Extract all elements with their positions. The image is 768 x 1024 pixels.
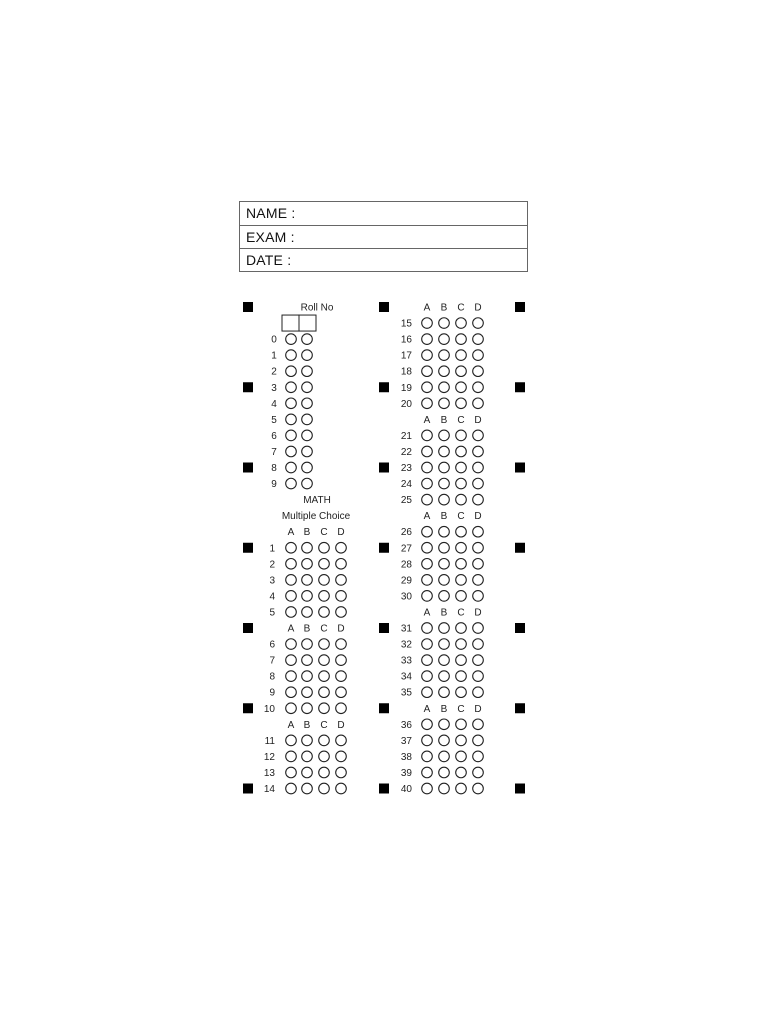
roll-bubble-col2-1[interactable] bbox=[302, 350, 313, 361]
roll-bubble-col1-0[interactable] bbox=[286, 334, 297, 345]
answer-bubble-q6-B[interactable] bbox=[302, 639, 313, 650]
question-number: 32 bbox=[400, 639, 412, 651]
answer-bubble-q39-D[interactable] bbox=[473, 767, 484, 778]
roll-bubble-col1-1[interactable] bbox=[286, 350, 297, 361]
choice-header: C bbox=[457, 511, 465, 523]
choice-header: B bbox=[440, 511, 448, 523]
roll-bubble-col1-4[interactable] bbox=[286, 398, 297, 409]
timing-mark bbox=[515, 623, 525, 633]
answer-bubble-q31-C[interactable] bbox=[456, 623, 467, 634]
answer-bubble-q8-B[interactable] bbox=[302, 671, 313, 682]
answer-bubble-q1-B[interactable] bbox=[302, 542, 313, 553]
choice-header: B bbox=[440, 414, 448, 426]
question-number: 20 bbox=[400, 398, 412, 410]
choice-header: C bbox=[457, 703, 465, 715]
choice-header: B bbox=[440, 302, 448, 314]
choice-header: A bbox=[423, 302, 431, 314]
choice-header: C bbox=[320, 527, 328, 539]
roll-bubble-col1-3[interactable] bbox=[286, 382, 297, 393]
answer-bubble-q4-B[interactable] bbox=[302, 591, 313, 602]
answer-bubble-q12-A[interactable] bbox=[286, 751, 297, 762]
answer-bubble-q22-D[interactable] bbox=[473, 446, 484, 457]
roll-bubble-col1-6[interactable] bbox=[286, 430, 297, 441]
answer-bubble-q30-C[interactable] bbox=[456, 591, 467, 602]
answer-bubble-q11-B[interactable] bbox=[302, 735, 313, 746]
answer-bubble-q26-A[interactable] bbox=[422, 526, 433, 537]
answer-bubble-q19-A[interactable] bbox=[422, 382, 433, 393]
roll-bubble-col2-6[interactable] bbox=[302, 430, 313, 441]
choice-header: B bbox=[440, 607, 448, 619]
answer-bubble-q1-C[interactable] bbox=[319, 542, 330, 553]
answer-bubble-q9-B[interactable] bbox=[302, 687, 313, 698]
answer-bubble-q14-A[interactable] bbox=[286, 783, 297, 794]
answer-bubble-q15-B[interactable] bbox=[439, 318, 450, 329]
answer-bubble-q3-C[interactable] bbox=[319, 575, 330, 586]
answer-bubble-q5-A[interactable] bbox=[286, 607, 297, 618]
answer-bubble-q6-A[interactable] bbox=[286, 639, 297, 650]
answer-bubble-q2-B[interactable] bbox=[302, 559, 313, 570]
answer-bubble-q40-A[interactable] bbox=[422, 783, 433, 794]
roll-bubble-col2-3[interactable] bbox=[302, 382, 313, 393]
answer-bubble-q36-C[interactable] bbox=[456, 719, 467, 730]
answer-bubble-q39-C[interactable] bbox=[456, 767, 467, 778]
answer-bubble-q26-B[interactable] bbox=[439, 526, 450, 537]
section-type: Multiple Choice bbox=[281, 511, 351, 523]
answer-bubble-q22-C[interactable] bbox=[456, 446, 467, 457]
answer-bubble-q32-B[interactable] bbox=[439, 639, 450, 650]
question-number: 33 bbox=[400, 655, 412, 667]
timing-mark bbox=[379, 623, 389, 633]
answer-bubble-q13-A[interactable] bbox=[286, 767, 297, 778]
date-label: DATE : bbox=[246, 252, 292, 269]
question-number: 31 bbox=[400, 623, 412, 635]
answer-bubble-q35-A[interactable] bbox=[422, 687, 433, 698]
question-number: 35 bbox=[400, 687, 412, 699]
timing-mark bbox=[243, 703, 253, 713]
answer-bubble-q35-C[interactable] bbox=[456, 687, 467, 698]
choice-header: A bbox=[287, 527, 295, 539]
name-label: NAME : bbox=[246, 205, 296, 221]
answer-bubble-q11-C[interactable] bbox=[319, 735, 330, 746]
timing-mark bbox=[379, 543, 389, 553]
answer-bubble-q5-B[interactable] bbox=[302, 607, 313, 618]
answer-bubble-q15-D[interactable] bbox=[473, 318, 484, 329]
question-number: 19 bbox=[400, 382, 412, 394]
answer-bubble-q12-D[interactable] bbox=[336, 751, 347, 762]
roll-digit-label: 3 bbox=[271, 382, 277, 394]
answer-bubble-q6-C[interactable] bbox=[319, 639, 330, 650]
roll-digit-label: 6 bbox=[271, 430, 277, 442]
answer-bubble-q20-C[interactable] bbox=[456, 398, 467, 409]
choice-header: A bbox=[423, 511, 431, 523]
choice-header: A bbox=[287, 623, 295, 635]
choice-header: A bbox=[423, 703, 431, 715]
answer-bubble-q4-C[interactable] bbox=[319, 591, 330, 602]
question-number: 21 bbox=[400, 430, 412, 442]
question-number: 39 bbox=[400, 767, 412, 779]
question-number: 38 bbox=[400, 751, 412, 763]
answer-bubble-q7-A[interactable] bbox=[286, 655, 297, 666]
choice-header: D bbox=[474, 607, 482, 619]
timing-mark bbox=[379, 302, 389, 312]
answer-bubble-q1-D[interactable] bbox=[336, 542, 347, 553]
answer-bubble-q30-B[interactable] bbox=[439, 591, 450, 602]
answer-bubble-q33-C[interactable] bbox=[456, 655, 467, 666]
answer-bubble-q33-D[interactable] bbox=[473, 655, 484, 666]
choice-header: D bbox=[474, 511, 482, 523]
choice-header: D bbox=[474, 302, 482, 314]
roll-bubble-col2-7[interactable] bbox=[302, 446, 313, 457]
answer-bubble-q34-C[interactable] bbox=[456, 671, 467, 682]
answer-bubble-q22-A[interactable] bbox=[422, 446, 433, 457]
answer-bubble-q18-D[interactable] bbox=[473, 366, 484, 377]
answer-bubble-q31-B[interactable] bbox=[439, 623, 450, 634]
question-number: 22 bbox=[400, 446, 412, 458]
answer-bubble-q10-B[interactable] bbox=[302, 703, 313, 714]
timing-mark bbox=[243, 784, 253, 794]
choice-header: C bbox=[457, 302, 465, 314]
answer-bubble-q35-D[interactable] bbox=[473, 687, 484, 698]
answer-bubble-q16-B[interactable] bbox=[439, 334, 450, 345]
question-number: 36 bbox=[400, 719, 412, 731]
roll-bubble-col1-2[interactable] bbox=[286, 366, 297, 377]
question-number: 40 bbox=[400, 784, 412, 795]
answer-bubble-q34-D[interactable] bbox=[473, 671, 484, 682]
answer-bubble-q17-C[interactable] bbox=[456, 350, 467, 361]
answer-bubble-q2-A[interactable] bbox=[286, 559, 297, 570]
timing-mark bbox=[379, 784, 389, 794]
question-number: 1 bbox=[269, 543, 275, 555]
answer-bubble-q36-B[interactable] bbox=[439, 719, 450, 730]
answer-bubble-q21-D[interactable] bbox=[473, 430, 484, 441]
timing-mark bbox=[243, 623, 253, 633]
answer-bubble-q4-A[interactable] bbox=[286, 591, 297, 602]
answer-bubble-q19-C[interactable] bbox=[456, 382, 467, 393]
roll-digit-label: 9 bbox=[271, 479, 277, 491]
answer-bubble-q33-B[interactable] bbox=[439, 655, 450, 666]
answer-bubble-q18-B[interactable] bbox=[439, 366, 450, 377]
question-number: 28 bbox=[400, 559, 412, 571]
roll-bubble-col2-2[interactable] bbox=[302, 366, 313, 377]
answer-bubble-q29-B[interactable] bbox=[439, 575, 450, 586]
answer-bubble-q26-C[interactable] bbox=[456, 526, 467, 537]
question-number: 25 bbox=[400, 495, 412, 507]
question-number: 14 bbox=[263, 784, 275, 795]
timing-mark bbox=[515, 463, 525, 473]
answer-bubble-q25-B[interactable] bbox=[439, 494, 450, 505]
answer-bubble-q28-C[interactable] bbox=[456, 559, 467, 570]
answer-bubble-q3-B[interactable] bbox=[302, 575, 313, 586]
timing-mark bbox=[515, 543, 525, 553]
answer-bubble-q15-C[interactable] bbox=[456, 318, 467, 329]
answer-bubble-q4-D[interactable] bbox=[336, 591, 347, 602]
roll-bubble-col2-4[interactable] bbox=[302, 398, 313, 409]
answer-bubble-q16-C[interactable] bbox=[456, 334, 467, 345]
answer-bubble-q18-A[interactable] bbox=[422, 366, 433, 377]
roll-bubble-col1-9[interactable] bbox=[286, 478, 297, 489]
answer-bubble-q28-D[interactable] bbox=[473, 559, 484, 570]
roll-bubble-col1-8[interactable] bbox=[286, 462, 297, 473]
question-number: 24 bbox=[400, 479, 412, 491]
answer-bubble-q40-C[interactable] bbox=[456, 783, 467, 794]
answer-bubble-q15-A[interactable] bbox=[422, 318, 433, 329]
timing-mark bbox=[379, 382, 389, 392]
timing-mark bbox=[243, 543, 253, 553]
answer-bubble-q7-D[interactable] bbox=[336, 655, 347, 666]
answer-bubble-q21-B[interactable] bbox=[439, 430, 450, 441]
answer-bubble-q24-A[interactable] bbox=[422, 478, 433, 489]
answer-bubble-q18-C[interactable] bbox=[456, 366, 467, 377]
answer-bubble-q27-D[interactable] bbox=[473, 542, 484, 553]
question-number: 9 bbox=[269, 687, 275, 699]
answer-bubble-q17-A[interactable] bbox=[422, 350, 433, 361]
answer-bubble-q34-A[interactable] bbox=[422, 671, 433, 682]
question-number: 6 bbox=[269, 639, 275, 651]
section-subject: MATH bbox=[303, 495, 331, 507]
answer-bubble-q3-D[interactable] bbox=[336, 575, 347, 586]
answer-bubble-q16-A[interactable] bbox=[422, 334, 433, 345]
answer-bubble-q9-C[interactable] bbox=[319, 687, 330, 698]
answer-bubble-q39-A[interactable] bbox=[422, 767, 433, 778]
roll-digit-label: 1 bbox=[271, 350, 277, 362]
answer-bubble-q20-D[interactable] bbox=[473, 398, 484, 409]
answer-bubble-q36-A[interactable] bbox=[422, 719, 433, 730]
timing-mark bbox=[515, 703, 525, 713]
timing-mark bbox=[243, 302, 253, 312]
choice-header: D bbox=[337, 719, 345, 731]
answer-bubble-q37-B[interactable] bbox=[439, 735, 450, 746]
choice-header: A bbox=[423, 607, 431, 619]
answer-bubble-q38-C[interactable] bbox=[456, 751, 467, 762]
roll-digit-label: 2 bbox=[271, 366, 277, 378]
answer-bubble-q2-C[interactable] bbox=[319, 559, 330, 570]
choice-header: C bbox=[457, 607, 465, 619]
roll-digit-label: 5 bbox=[271, 414, 277, 426]
answer-bubble-q23-C[interactable] bbox=[456, 462, 467, 473]
answer-bubble-q14-B[interactable] bbox=[302, 783, 313, 794]
answer-bubble-q5-D[interactable] bbox=[336, 607, 347, 618]
choice-header: B bbox=[303, 719, 311, 731]
timing-mark bbox=[515, 784, 525, 794]
question-number: 17 bbox=[400, 350, 412, 362]
answer-bubble-q38-B[interactable] bbox=[439, 751, 450, 762]
exam-label: EXAM : bbox=[246, 228, 295, 245]
answer-bubble-q29-A[interactable] bbox=[422, 575, 433, 586]
answer-bubble-q29-C[interactable] bbox=[456, 575, 467, 586]
answer-bubble-q7-B[interactable] bbox=[302, 655, 313, 666]
answer-bubble-q31-A[interactable] bbox=[422, 623, 433, 634]
question-number: 37 bbox=[400, 735, 412, 747]
choice-header: C bbox=[320, 623, 328, 635]
answer-bubble-q3-A[interactable] bbox=[286, 575, 297, 586]
answer-bubble-q32-A[interactable] bbox=[422, 639, 433, 650]
timing-mark bbox=[379, 463, 389, 473]
choice-header: B bbox=[303, 623, 311, 635]
answer-bubble-q20-B[interactable] bbox=[439, 398, 450, 409]
answer-bubble-q37-C[interactable] bbox=[456, 735, 467, 746]
answer-bubble-q20-A[interactable] bbox=[422, 398, 433, 409]
question-number: 29 bbox=[400, 575, 412, 587]
answer-bubble-q8-D[interactable] bbox=[336, 671, 347, 682]
answer-bubble-q10-C[interactable] bbox=[319, 703, 330, 714]
question-number: 5 bbox=[269, 607, 275, 619]
question-number: 26 bbox=[400, 527, 412, 539]
roll-no-title: Roll No bbox=[300, 302, 334, 314]
roll-bubble-col1-7[interactable] bbox=[286, 446, 297, 457]
question-number: 15 bbox=[400, 318, 412, 330]
answer-bubble-q12-C[interactable] bbox=[319, 751, 330, 762]
answer-bubble-q38-D[interactable] bbox=[473, 751, 484, 762]
answer-bubble-q12-B[interactable] bbox=[302, 751, 313, 762]
answer-bubble-q29-D[interactable] bbox=[473, 575, 484, 586]
answer-bubble-q23-D[interactable] bbox=[473, 462, 484, 473]
answer-bubble-q33-A[interactable] bbox=[422, 655, 433, 666]
answer-bubble-q26-D[interactable] bbox=[473, 526, 484, 537]
choice-header: B bbox=[440, 703, 448, 715]
answer-bubble-q13-D[interactable] bbox=[336, 767, 347, 778]
answer-bubble-q25-C[interactable] bbox=[456, 494, 467, 505]
answer-bubble-q10-D[interactable] bbox=[336, 703, 347, 714]
answer-bubble-q24-D[interactable] bbox=[473, 478, 484, 489]
question-number: 7 bbox=[269, 655, 275, 667]
choice-header: D bbox=[337, 623, 345, 635]
roll-bubble-col2-5[interactable] bbox=[302, 414, 313, 425]
answer-bubble-q27-B[interactable] bbox=[439, 542, 450, 553]
answer-bubble-q21-C[interactable] bbox=[456, 430, 467, 441]
answer-bubble-q5-C[interactable] bbox=[319, 607, 330, 618]
answer-bubble-q7-C[interactable] bbox=[319, 655, 330, 666]
answer-bubble-q13-C[interactable] bbox=[319, 767, 330, 778]
question-number: 2 bbox=[269, 559, 275, 571]
timing-mark bbox=[379, 703, 389, 713]
roll-digit-box-1[interactable] bbox=[282, 315, 299, 331]
answer-bubble-q16-D[interactable] bbox=[473, 334, 484, 345]
answer-bubble-q19-B[interactable] bbox=[439, 382, 450, 393]
answer-bubble-q27-C[interactable] bbox=[456, 542, 467, 553]
answer-bubble-q32-D[interactable] bbox=[473, 639, 484, 650]
question-number: 8 bbox=[269, 671, 275, 683]
answer-bubble-q17-D[interactable] bbox=[473, 350, 484, 361]
choice-header: A bbox=[287, 719, 295, 731]
roll-digit-label: 0 bbox=[271, 334, 277, 346]
answer-bubble-q25-A[interactable] bbox=[422, 494, 433, 505]
answer-bubble-q17-B[interactable] bbox=[439, 350, 450, 361]
choice-header: C bbox=[320, 719, 328, 731]
choice-header: D bbox=[337, 527, 345, 539]
roll-digit-label: 8 bbox=[271, 463, 277, 474]
question-number: 18 bbox=[400, 366, 412, 378]
timing-mark bbox=[515, 302, 525, 312]
question-number: 10 bbox=[263, 703, 275, 715]
timing-mark bbox=[243, 382, 253, 392]
roll-bubble-col2-9[interactable] bbox=[302, 478, 313, 489]
answer-bubble-q32-C[interactable] bbox=[456, 639, 467, 650]
answer-bubble-q40-D[interactable] bbox=[473, 783, 484, 794]
answer-bubble-q6-D[interactable] bbox=[336, 639, 347, 650]
answer-bubble-q28-B[interactable] bbox=[439, 559, 450, 570]
answer-bubble-q19-D[interactable] bbox=[473, 382, 484, 393]
answer-bubble-q37-D[interactable] bbox=[473, 735, 484, 746]
answer-bubble-q40-B[interactable] bbox=[439, 783, 450, 794]
answer-bubble-q39-B[interactable] bbox=[439, 767, 450, 778]
answer-bubble-q31-D[interactable] bbox=[473, 623, 484, 634]
question-number: 3 bbox=[269, 575, 275, 587]
choice-header: D bbox=[474, 703, 482, 715]
answer-bubble-q25-D[interactable] bbox=[473, 494, 484, 505]
answer-bubble-q8-C[interactable] bbox=[319, 671, 330, 682]
answer-bubble-q11-D[interactable] bbox=[336, 735, 347, 746]
answer-bubble-q24-B[interactable] bbox=[439, 478, 450, 489]
answer-bubble-q28-A[interactable] bbox=[422, 559, 433, 570]
question-number: 23 bbox=[400, 463, 412, 474]
answer-bubble-q9-A[interactable] bbox=[286, 687, 297, 698]
question-number: 16 bbox=[400, 334, 412, 346]
answer-bubble-q27-A[interactable] bbox=[422, 542, 433, 553]
answer-bubble-q14-D[interactable] bbox=[336, 783, 347, 794]
roll-bubble-col2-0[interactable] bbox=[302, 334, 313, 345]
roll-bubble-col2-8[interactable] bbox=[302, 462, 313, 473]
timing-mark bbox=[243, 463, 253, 473]
answer-bubble-q9-D[interactable] bbox=[336, 687, 347, 698]
answer-bubble-q2-D[interactable] bbox=[336, 559, 347, 570]
answer-bubble-q22-B[interactable] bbox=[439, 446, 450, 457]
answer-bubble-q11-A[interactable] bbox=[286, 735, 297, 746]
answer-bubble-q23-A[interactable] bbox=[422, 462, 433, 473]
question-number: 30 bbox=[400, 591, 412, 603]
choice-header: C bbox=[457, 414, 465, 426]
roll-digit-box-2[interactable] bbox=[299, 315, 316, 331]
choice-header: A bbox=[423, 414, 431, 426]
question-number: 34 bbox=[400, 671, 412, 683]
question-number: 27 bbox=[400, 543, 412, 555]
answer-bubble-q23-B[interactable] bbox=[439, 462, 450, 473]
answer-bubble-q24-C[interactable] bbox=[456, 478, 467, 489]
choice-header: B bbox=[303, 527, 311, 539]
answer-bubble-q30-A[interactable] bbox=[422, 591, 433, 602]
answer-bubble-q1-A[interactable] bbox=[286, 542, 297, 553]
question-number: 13 bbox=[263, 767, 275, 779]
answer-bubble-q36-D[interactable] bbox=[473, 719, 484, 730]
answer-bubble-q37-A[interactable] bbox=[422, 735, 433, 746]
answer-bubble-q35-B[interactable] bbox=[439, 687, 450, 698]
timing-mark bbox=[515, 382, 525, 392]
answer-bubble-q38-A[interactable] bbox=[422, 751, 433, 762]
question-number: 4 bbox=[269, 591, 275, 603]
roll-digit-label: 7 bbox=[271, 446, 277, 458]
answer-bubble-q10-A[interactable] bbox=[286, 703, 297, 714]
question-number: 12 bbox=[263, 751, 275, 763]
answer-bubble-q34-B[interactable] bbox=[439, 671, 450, 682]
answer-bubble-q13-B[interactable] bbox=[302, 767, 313, 778]
question-number: 11 bbox=[264, 735, 275, 747]
answer-bubble-q8-A[interactable] bbox=[286, 671, 297, 682]
roll-bubble-col1-5[interactable] bbox=[286, 414, 297, 425]
answer-bubble-q30-D[interactable] bbox=[473, 591, 484, 602]
answer-bubble-q14-C[interactable] bbox=[319, 783, 330, 794]
roll-digit-label: 4 bbox=[271, 398, 277, 410]
choice-header: D bbox=[474, 414, 482, 426]
answer-bubble-q21-A[interactable] bbox=[422, 430, 433, 441]
